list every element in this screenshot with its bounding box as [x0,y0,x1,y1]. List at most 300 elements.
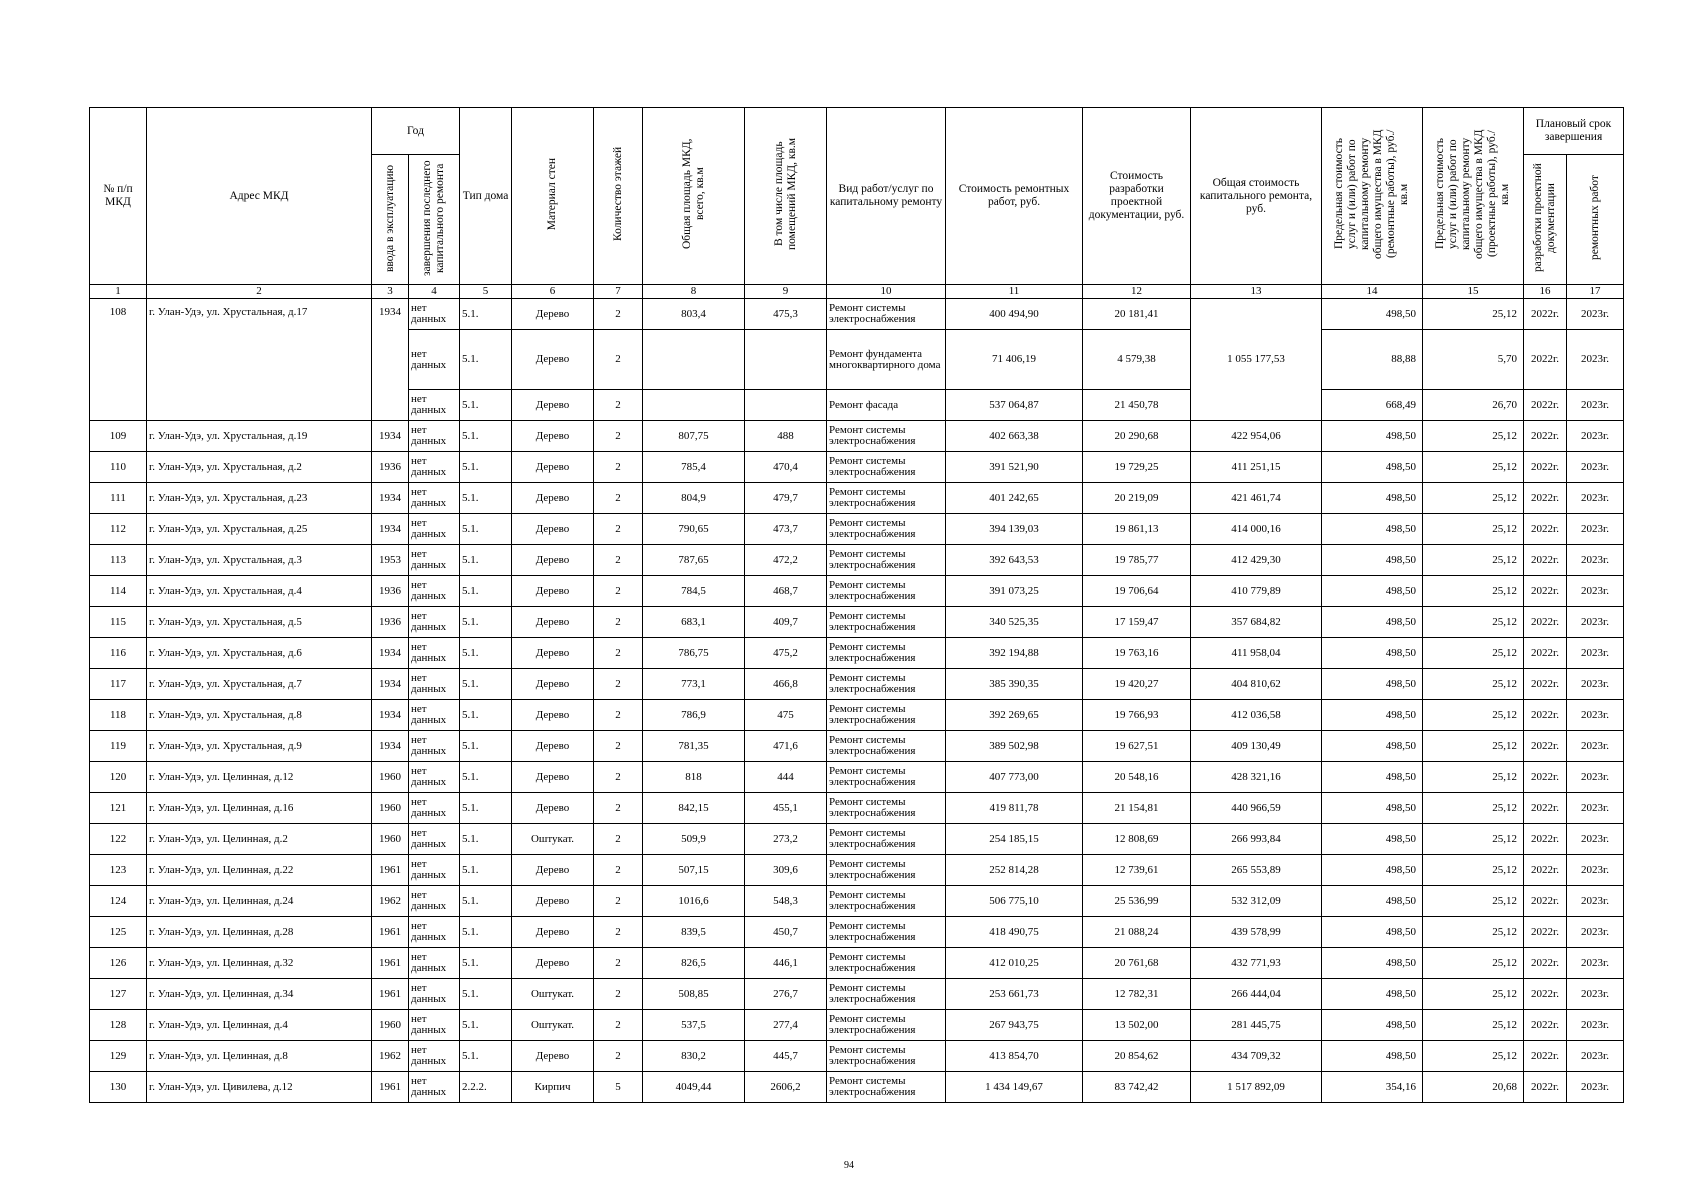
table-row [90,948,1624,979]
cell-design: 19 861,13 [1083,514,1191,545]
cell-floors: 2 [594,1041,643,1072]
cell-address: г. Улан-Удэ, ул. Целинная, д.22 [147,855,372,886]
cell-work: Ремонт системы электроснабжения [827,793,946,824]
cell-floors: 2 [594,607,643,638]
cell-limit-design: 25,12 [1423,948,1524,979]
header-material [512,108,594,285]
cell-num: 117 [90,669,147,700]
cell-limit-repair: 498,50 [1322,607,1423,638]
cell-design: 20 761,68 [1083,948,1191,979]
cell-cost: 340 525,35 [946,607,1083,638]
cell-limit-repair: 498,50 [1322,886,1423,917]
cell-type: 5.1. [460,824,512,855]
cell-deadline-repair: 2023г. [1567,979,1624,1010]
cell-limit-repair: 498,50 [1322,514,1423,545]
table-row [90,824,1624,855]
cell-total: 434 709,32 [1191,1041,1322,1072]
cell-design: 21 154,81 [1083,793,1191,824]
cell-design: 25 536,99 [1083,886,1191,917]
header-area-living-text: В том числе площадь помещений МКД, кв.м [772,137,798,251]
cell-material: Дерево [512,452,594,483]
cell-repair-year: нет данных [409,638,460,669]
cell-design: 20 548,16 [1083,762,1191,793]
cell-deadline-repair: 2023г. [1567,452,1624,483]
cell-cost: 401 242,65 [946,483,1083,514]
cell-cost: 419 811,78 [946,793,1083,824]
table-row [90,1072,1624,1103]
cell-num: 110 [90,452,147,483]
column-number-cell: 10 [827,285,946,299]
cell-type: 5.1. [460,330,512,390]
cell-num: 129 [90,1041,147,1072]
cell-address: г. Улан-Удэ, ул. Хрустальная, д.3 [147,545,372,576]
cell-cost: 537 064,87 [946,390,1083,421]
cell-deadline-repair: 2023г. [1567,607,1624,638]
cell-deadline-design: 2022г. [1524,390,1567,421]
cell-work: Ремонт системы электроснабжения [827,1072,946,1103]
cell-work: Ремонт системы электроснабжения [827,576,946,607]
cell-type: 5.1. [460,452,512,483]
cell-deadline-repair: 2023г. [1567,1072,1624,1103]
cell-area: 683,1 [643,607,745,638]
cell-total: 409 130,49 [1191,731,1322,762]
cell-design: 19 763,16 [1083,638,1191,669]
column-number-cell: 13 [1191,285,1322,299]
cell-floors: 2 [594,452,643,483]
cell-material: Дерево [512,330,594,390]
cell-limit-design: 25,12 [1423,886,1524,917]
header-deadline-repair-text: ремонтных работ [1588,175,1601,260]
cell-design: 4 579,38 [1083,330,1191,390]
cell-year: 1960 [372,824,409,855]
cell-area [643,330,745,390]
cell-year: 1961 [372,917,409,948]
cell-living: 455,1 [745,793,827,824]
cell-floors: 2 [594,979,643,1010]
cell-floors: 2 [594,700,643,731]
cell-work: Ремонт системы электроснабжения [827,299,946,330]
cell-type: 5.1. [460,514,512,545]
table-header [90,108,1624,299]
cell-deadline-repair: 2023г. [1567,669,1624,700]
cell-total: 412 429,30 [1191,545,1322,576]
cell-work: Ремонт системы электроснабжения [827,483,946,514]
table-row [90,576,1624,607]
cell-work: Ремонт системы электроснабжения [827,545,946,576]
cell-floors: 2 [594,824,643,855]
cell-address: г. Улан-Удэ, ул. Хрустальная, д.6 [147,638,372,669]
cell-design: 12 808,69 [1083,824,1191,855]
cell-work: Ремонт системы электроснабжения [827,917,946,948]
cell-limit-repair: 498,50 [1322,452,1423,483]
cell-living: 409,7 [745,607,827,638]
cell-type: 5.1. [460,793,512,824]
table-row [90,607,1624,638]
cell-cost: 407 773,00 [946,762,1083,793]
cell-num: 108 [90,299,147,421]
cell-address: г. Улан-Удэ, ул. Хрустальная, д.5 [147,607,372,638]
cell-num: 122 [90,824,147,855]
header-type: Тип дома [460,108,512,285]
header-limit-repair [1322,108,1423,285]
cell-limit-design: 25,12 [1423,824,1524,855]
cell-deadline-design: 2022г. [1524,793,1567,824]
cell-num: 123 [90,855,147,886]
cell-limit-repair: 498,50 [1322,669,1423,700]
cell-type: 5.1. [460,1041,512,1072]
cell-address: г. Улан-Удэ, ул. Цивилева, д.12 [147,1072,372,1103]
cell-floors: 2 [594,483,643,514]
cell-design: 12 739,61 [1083,855,1191,886]
table-row [90,979,1624,1010]
cell-year: 1960 [372,793,409,824]
cell-design: 21 088,24 [1083,917,1191,948]
column-number-cell: 7 [594,285,643,299]
cell-design: 19 627,51 [1083,731,1191,762]
cell-limit-design: 25,12 [1423,545,1524,576]
cell-living: 273,2 [745,824,827,855]
cell-floors: 2 [594,330,643,390]
cell-area: 790,65 [643,514,745,545]
cell-limit-repair: 668,49 [1322,390,1423,421]
cell-num: 114 [90,576,147,607]
cell-limit-design: 25,12 [1423,607,1524,638]
cell-area: 784,5 [643,576,745,607]
header-num: № п/п МКД [90,108,147,285]
cell-cost: 389 502,98 [946,731,1083,762]
cell-area: 507,15 [643,855,745,886]
cell-material: Дерево [512,917,594,948]
cell-deadline-repair: 2023г. [1567,762,1624,793]
cell-num: 125 [90,917,147,948]
cell-deadline-repair: 2023г. [1567,917,1624,948]
cell-area: 842,15 [643,793,745,824]
cell-repair-year: нет данных [409,731,460,762]
cell-limit-repair: 498,50 [1322,824,1423,855]
cell-limit-design: 25,12 [1423,855,1524,886]
cell-floors: 2 [594,948,643,979]
cell-floors: 2 [594,855,643,886]
cell-area: 803,4 [643,299,745,330]
cell-deadline-design: 2022г. [1524,330,1567,390]
cell-address: г. Улан-Удэ, ул. Хрустальная, д.23 [147,483,372,514]
cell-deadline-design: 2022г. [1524,1072,1567,1103]
cell-address: г. Улан-Удэ, ул. Целинная, д.8 [147,1041,372,1072]
cell-deadline-repair: 2023г. [1567,514,1624,545]
cell-year: 1934 [372,421,409,452]
header-deadline: Плановый срок завершения [1524,108,1624,155]
cell-cost: 412 010,25 [946,948,1083,979]
header-year-built-text: ввода в эксплуатацию [383,163,396,272]
cell-cost: 385 390,35 [946,669,1083,700]
cell-repair-year: нет данных [409,855,460,886]
cell-design: 83 742,42 [1083,1072,1191,1103]
cell-address: г. Улан-Удэ, ул. Хрустальная, д.17 [147,299,372,421]
cell-total: 428 321,16 [1191,762,1322,793]
cell-year: 1934 [372,700,409,731]
cell-material: Дерево [512,762,594,793]
cell-total: 1 517 892,09 [1191,1072,1322,1103]
cell-material: Дерево [512,421,594,452]
cell-cost: 391 521,90 [946,452,1083,483]
cell-living: 444 [745,762,827,793]
cell-living: 309,6 [745,855,827,886]
cell-total: 414 000,16 [1191,514,1322,545]
cell-deadline-design: 2022г. [1524,483,1567,514]
header-deadline-design [1524,155,1567,285]
cell-repair-year: нет данных [409,886,460,917]
cell-design: 21 450,78 [1083,390,1191,421]
cell-cost: 252 814,28 [946,855,1083,886]
cell-num: 130 [90,1072,147,1103]
cell-deadline-design: 2022г. [1524,731,1567,762]
cell-material: Кирпич [512,1072,594,1103]
cell-repair-year: нет данных [409,824,460,855]
cell-num: 116 [90,638,147,669]
cell-num: 119 [90,731,147,762]
cell-repair-year: нет данных [409,669,460,700]
cell-living: 470,4 [745,452,827,483]
cell-repair-year: нет данных [409,948,460,979]
header-limit-repair-text: Предельная стоимость услуг и (или) работ по капитальному ремонту общего имущества в МКД (ремонтные работы), руб./кв.м [1333,129,1411,259]
cell-work: Ремонт системы электроснабжения [827,607,946,638]
cell-type: 5.1. [460,700,512,731]
cell-repair-year: нет данных [409,514,460,545]
cell-num: 112 [90,514,147,545]
header-deadline-design-text: разработки проектной документации [1532,163,1558,272]
cell-year: 1961 [372,948,409,979]
cell-limit-design: 25,12 [1423,731,1524,762]
cell-work: Ремонт системы электроснабжения [827,421,946,452]
cell-deadline-design: 2022г. [1524,1010,1567,1041]
cell-limit-repair: 498,50 [1322,1041,1423,1072]
cell-type: 5.1. [460,886,512,917]
cell-floors: 2 [594,638,643,669]
table-row [90,1010,1624,1041]
cell-work: Ремонт системы электроснабжения [827,886,946,917]
cell-year: 1934 [372,669,409,700]
cell-cost: 400 494,90 [946,299,1083,330]
table-row [90,514,1624,545]
cell-work: Ремонт фасада [827,390,946,421]
cell-cost: 253 661,73 [946,979,1083,1010]
cell-cost: 254 185,15 [946,824,1083,855]
cell-cost: 394 139,03 [946,514,1083,545]
cell-deadline-design: 2022г. [1524,824,1567,855]
cell-design: 17 159,47 [1083,607,1191,638]
cell-living: 466,8 [745,669,827,700]
cell-total: 440 966,59 [1191,793,1322,824]
cell-limit-repair: 498,50 [1322,979,1423,1010]
cell-limit-design: 20,68 [1423,1072,1524,1103]
cell-deadline-design: 2022г. [1524,979,1567,1010]
cell-area: 839,5 [643,917,745,948]
cell-work: Ремонт системы электроснабжения [827,948,946,979]
cell-year: 1936 [372,576,409,607]
column-number-cell: 14 [1322,285,1423,299]
cell-total: 532 312,09 [1191,886,1322,917]
header-address: Адрес МКД [147,108,372,285]
cell-area: 508,85 [643,979,745,1010]
cell-num: 115 [90,607,147,638]
cell-repair-year: нет данных [409,299,460,330]
cell-total: 404 810,62 [1191,669,1322,700]
column-number-cell: 2 [147,285,372,299]
cell-deadline-repair: 2023г. [1567,638,1624,669]
cell-cost: 413 854,70 [946,1041,1083,1072]
cell-address: г. Улан-Удэ, ул. Целинная, д.4 [147,1010,372,1041]
cell-year: 1934 [372,299,409,421]
cell-design: 20 854,62 [1083,1041,1191,1072]
table-row [90,669,1624,700]
cell-cost: 392 269,65 [946,700,1083,731]
cell-material: Дерево [512,886,594,917]
cell-area: 781,35 [643,731,745,762]
cell-repair-year: нет данных [409,483,460,514]
cell-limit-repair: 88,88 [1322,330,1423,390]
cell-type: 5.1. [460,669,512,700]
cell-material: Дерево [512,700,594,731]
cell-material: Дерево [512,855,594,886]
column-number-cell: 17 [1567,285,1624,299]
cell-limit-repair: 498,50 [1322,793,1423,824]
cell-floors: 2 [594,917,643,948]
cell-type: 5.1. [460,731,512,762]
cell-type: 5.1. [460,762,512,793]
cell-design: 19 785,77 [1083,545,1191,576]
column-number-cell: 11 [946,285,1083,299]
header-cost-design: Стоимость разработки проектной документации, руб. [1083,108,1191,285]
cell-area: 4049,44 [643,1072,745,1103]
column-number-cell: 4 [409,285,460,299]
cell-total: 411 251,15 [1191,452,1322,483]
cell-deadline-repair: 2023г. [1567,1041,1624,1072]
cell-num: 126 [90,948,147,979]
cell-cost: 418 490,75 [946,917,1083,948]
cell-deadline-repair: 2023г. [1567,731,1624,762]
cell-cost: 391 073,25 [946,576,1083,607]
cell-limit-repair: 354,16 [1322,1072,1423,1103]
cell-material: Дерево [512,299,594,330]
cell-deadline-repair: 2023г. [1567,824,1624,855]
cell-limit-repair: 498,50 [1322,299,1423,330]
cell-work: Ремонт системы электроснабжения [827,824,946,855]
cell-design: 20 219,09 [1083,483,1191,514]
cell-address: г. Улан-Удэ, ул. Хрустальная, д.7 [147,669,372,700]
cell-work: Ремонт системы электроснабжения [827,638,946,669]
table-row [90,483,1624,514]
cell-type: 5.1. [460,483,512,514]
cell-limit-design: 25,12 [1423,299,1524,330]
header-area-total-text: Общая площадь МКД, всего, кв.м [680,138,706,250]
cell-deadline-design: 2022г. [1524,669,1567,700]
cell-year: 1934 [372,731,409,762]
cell-repair-year: нет данных [409,979,460,1010]
cell-year: 1953 [372,545,409,576]
cell-total: 265 553,89 [1191,855,1322,886]
cell-year: 1934 [372,483,409,514]
header-year: Год [372,108,460,155]
cell-address: г. Улан-Удэ, ул. Хрустальная, д.8 [147,700,372,731]
table-row [90,452,1624,483]
cell-living: 475,3 [745,299,827,330]
cell-design: 19 729,25 [1083,452,1191,483]
cell-total: 410 779,89 [1191,576,1322,607]
cell-work: Ремонт системы электроснабжения [827,700,946,731]
cell-repair-year: нет данных [409,762,460,793]
cell-design: 19 420,27 [1083,669,1191,700]
cell-design: 13 502,00 [1083,1010,1191,1041]
column-number-cell: 12 [1083,285,1191,299]
header-area-living [745,108,827,285]
cell-num: 111 [90,483,147,514]
cell-work: Ремонт системы электроснабжения [827,979,946,1010]
cell-num: 128 [90,1010,147,1041]
cell-limit-design: 26,70 [1423,390,1524,421]
cell-material: Дерево [512,669,594,700]
cell-year: 1961 [372,855,409,886]
cell-area [643,390,745,421]
cell-area: 818 [643,762,745,793]
cell-address: г. Улан-Удэ, ул. Целинная, д.34 [147,979,372,1010]
table-row [90,855,1624,886]
cell-total: 266 993,84 [1191,824,1322,855]
header-work: Вид работ/услуг по капитальному ремонту [827,108,946,285]
cell-deadline-repair: 2023г. [1567,855,1624,886]
cell-type: 5.1. [460,421,512,452]
cell-type: 5.1. [460,948,512,979]
column-number-cell: 15 [1423,285,1524,299]
cell-deadline-repair: 2023г. [1567,390,1624,421]
cell-living: 479,7 [745,483,827,514]
column-number-row [90,285,1624,299]
cell-living: 471,6 [745,731,827,762]
cell-limit-design: 25,12 [1423,917,1524,948]
table-row [90,793,1624,824]
cell-deadline-repair: 2023г. [1567,1010,1624,1041]
cell-living: 468,7 [745,576,827,607]
column-number-cell: 5 [460,285,512,299]
cell-deadline-repair: 2023г. [1567,545,1624,576]
cell-address: г. Улан-Удэ, ул. Хрустальная, д.4 [147,576,372,607]
cell-type: 5.1. [460,638,512,669]
cell-limit-repair: 498,50 [1322,948,1423,979]
cell-material: Дерево [512,576,594,607]
cell-area: 804,9 [643,483,745,514]
cell-area: 785,4 [643,452,745,483]
cell-limit-design: 25,12 [1423,1041,1524,1072]
cell-limit-design: 25,12 [1423,514,1524,545]
cell-total: 422 954,06 [1191,421,1322,452]
cell-repair-year: нет данных [409,330,460,390]
cell-year: 1960 [372,1010,409,1041]
cell-deadline-design: 2022г. [1524,917,1567,948]
cell-floors: 2 [594,793,643,824]
column-number-cell: 6 [512,285,594,299]
cell-material: Дерево [512,731,594,762]
cell-area: 537,5 [643,1010,745,1041]
cell-year: 1961 [372,1072,409,1103]
cell-deadline-design: 2022г. [1524,855,1567,886]
cell-num: 121 [90,793,147,824]
cell-repair-year: нет данных [409,607,460,638]
cell-type: 5.1. [460,1010,512,1041]
cell-area: 807,75 [643,421,745,452]
cell-address: г. Улан-Удэ, ул. Целинная, д.12 [147,762,372,793]
cell-deadline-design: 2022г. [1524,886,1567,917]
table-row [90,545,1624,576]
cell-cost: 392 194,88 [946,638,1083,669]
